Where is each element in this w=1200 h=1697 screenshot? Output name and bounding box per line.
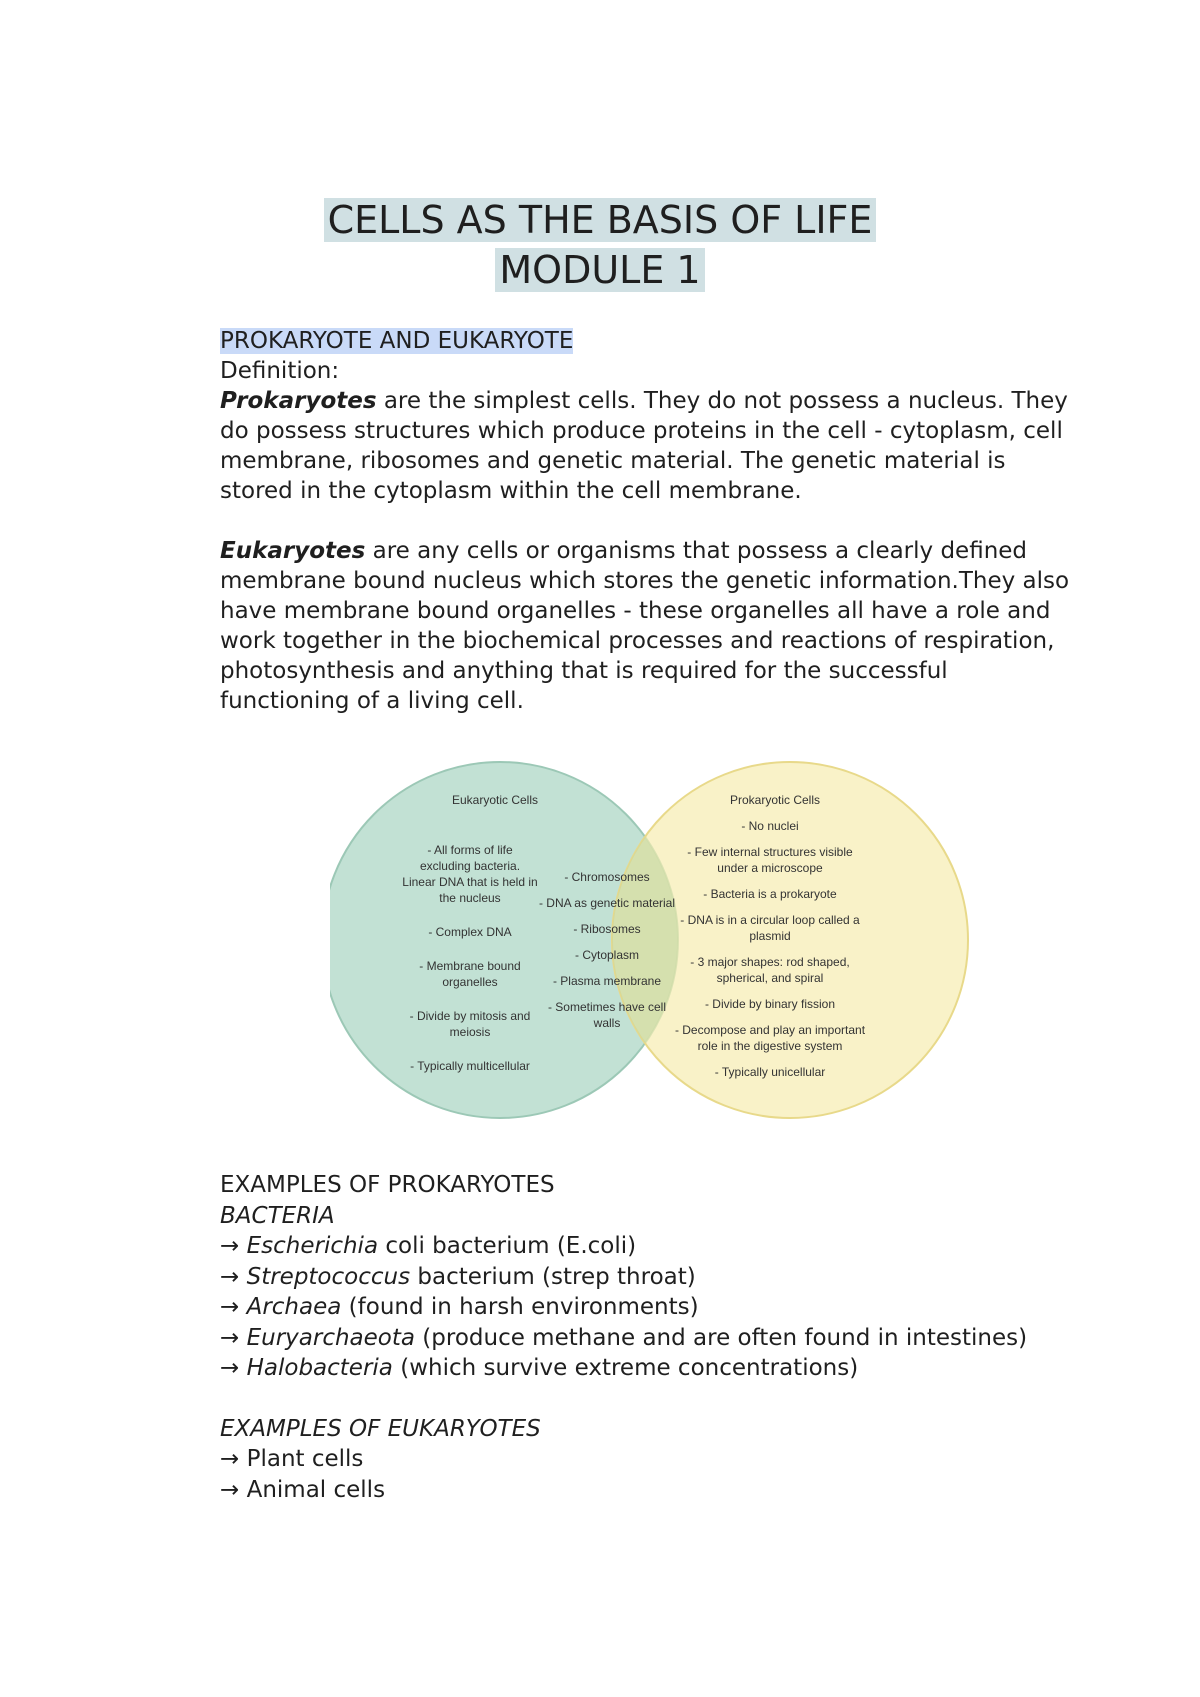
example-item	[220, 1475, 1120, 1506]
eukaryote-example-list	[220, 1444, 1120, 1505]
arrow-icon: →	[220, 1263, 247, 1290]
example-item	[220, 1353, 1120, 1384]
venn-item-line: - Chromosomes	[564, 870, 650, 884]
prokaryote-example-list	[220, 1231, 1120, 1384]
prokaryote-definition	[220, 386, 1080, 506]
venn-item-line: under a microscope	[717, 861, 823, 875]
example-term: Halobacteria	[246, 1355, 393, 1381]
arrow-icon: →	[220, 1294, 247, 1320]
venn-item-line: - No nuclei	[741, 819, 799, 833]
eukaryote-title: Eukaryotic Cells	[451, 793, 539, 807]
arrow-icon: →	[220, 1355, 247, 1381]
example-text: bacterium (strep throat)	[410, 1263, 696, 1290]
venn-item-line: - Few internal structures visible	[687, 845, 853, 859]
prokaryote-examples-heading: EXAMPLES OF PROKARYOTES	[220, 1172, 555, 1198]
definition-section	[220, 326, 1080, 716]
document-title	[0, 196, 1200, 244]
venn-item-line: - Sometimes have cell	[547, 1000, 667, 1014]
example-item	[220, 1231, 1120, 1262]
examples-section	[220, 1170, 1120, 1505]
venn-diagram	[330, 740, 970, 1140]
venn-item-line: meiosis	[449, 1025, 491, 1039]
venn-item-line: - Divide by binary fission	[704, 997, 836, 1011]
title-line-1: CELLS AS THE BASIS OF LIFE	[324, 198, 877, 242]
example-term: Archaea	[246, 1294, 342, 1320]
definition-label: Definition:	[220, 358, 340, 384]
arrow-icon: →	[220, 1233, 247, 1259]
example-text: (which survive extreme concentrations)	[392, 1355, 859, 1381]
example-term: Escherichia	[246, 1233, 379, 1259]
example-term: Streptococcus	[246, 1263, 411, 1290]
prokaryote-term: Prokaryotes	[220, 388, 377, 414]
eukaryote-definition	[220, 536, 1080, 716]
venn-item-line: plasmid	[749, 929, 791, 943]
title-line-2: MODULE 1	[495, 248, 704, 292]
example-item	[220, 1292, 1120, 1323]
venn-item-line: - Divide by mitosis and	[409, 1009, 531, 1023]
venn-item-line: role in the digestive system	[697, 1039, 843, 1053]
venn-item-line: - Typically unicellular	[714, 1065, 826, 1079]
venn-item-line: - DNA as genetic material	[538, 896, 676, 910]
example-text: Animal cells	[246, 1476, 386, 1503]
venn-item-line: walls	[593, 1016, 621, 1030]
example-text: coli bacterium (E.coli)	[378, 1233, 637, 1259]
eukaryote-term: Eukaryotes	[220, 538, 366, 564]
example-item	[220, 1323, 1120, 1354]
venn-item-line: - Plasma membrane	[552, 974, 662, 988]
arrow-icon: →	[220, 1476, 247, 1503]
venn-item-line: Linear DNA that is held in	[402, 875, 538, 889]
example-item	[220, 1444, 1120, 1475]
arrow-icon: →	[220, 1324, 247, 1351]
venn-item-line: - Membrane bound	[419, 959, 521, 973]
venn-item-line: - Cytoplasm	[574, 948, 640, 962]
venn-item-line: - Ribosomes	[573, 922, 641, 936]
venn-item-line: - Bacteria is a prokaryote	[703, 887, 837, 901]
example-text: Plant cells	[246, 1446, 364, 1472]
bacteria-subheading: BACTERIA	[220, 1202, 335, 1229]
venn-item-line: the nucleus	[439, 891, 501, 905]
section-heading: PROKARYOTE AND EUKARYOTE	[220, 328, 574, 354]
venn-item-line: - 3 major shapes: rod shaped,	[690, 955, 850, 969]
example-text: (produce methane and are often found in intestines)	[414, 1324, 1028, 1351]
example-text: (found in harsh environments)	[341, 1294, 699, 1320]
venn-item-line: organelles	[442, 975, 498, 989]
venn-item-line: - All forms of life	[427, 843, 513, 857]
venn-item-line: spherical, and spiral	[716, 971, 824, 985]
prokaryote-text: are the simplest cells. They do not possess a nucleus. They do possess structures which produce proteins in the cell - cytoplasm, cell membrane, ribosomes and genetic material. The genetic material is stored in the cytoplasm within the cell membrane.	[220, 388, 1068, 504]
module-title	[0, 246, 1200, 294]
venn-item-line: - Typically multicellular	[410, 1059, 530, 1073]
eukaryote-examples-heading: EXAMPLES OF EUKARYOTES	[220, 1415, 541, 1442]
arrow-icon: →	[220, 1446, 247, 1472]
venn-item-line: - DNA is in a circular loop called a	[680, 913, 860, 927]
venn-item-line: - Decompose and play an important	[674, 1023, 866, 1037]
eukaryote-text: are any cells or organisms that possess a clearly defined membrane bound nucleus which stores the genetic information.They also have membrane bound organelles - these organelles all have a role and work together in the biochemical processes and reactions of respiration, photosynthesis and anything that is required for the successful functioning of a living cell.	[220, 538, 1070, 714]
venn-item-line: excluding bacteria.	[419, 859, 521, 873]
venn-item-line: - Complex DNA	[428, 925, 512, 939]
prokaryote-title: Prokaryotic Cells	[729, 793, 821, 807]
example-item	[220, 1262, 1120, 1293]
example-term: Euryarchaeota	[246, 1324, 415, 1351]
